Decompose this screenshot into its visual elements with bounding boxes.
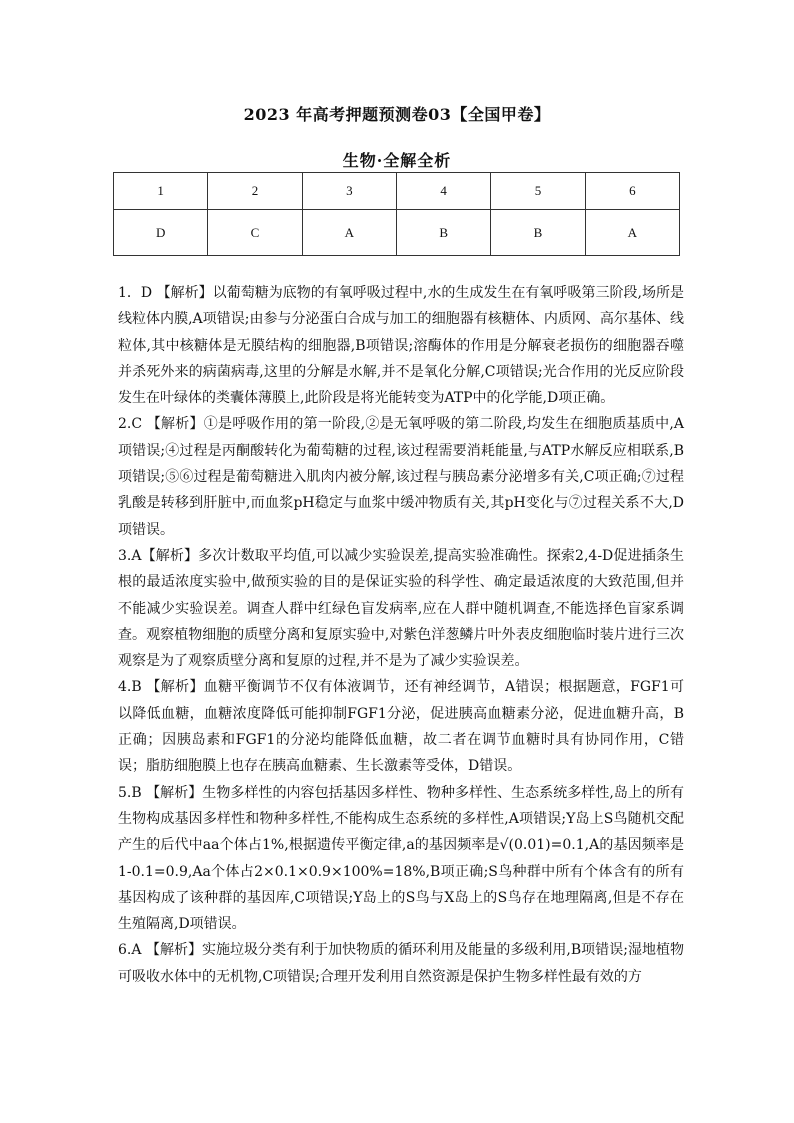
question-number-cell: 1	[114, 173, 208, 210]
explanation-paragraph-1: 1．D 【解析】以葡萄糖为底物的有氧呼吸过程中,水的生成发生在有氧呼吸第三阶段,场所是线粒体内膜,A项错误;由参与分泌蛋白合成与加工的细胞器有核糖体、内质网、高尔基体、线粒体,其中核糖体是无膜结构的细胞器,B项错误;溶酶体的作用是分解衰老损伤的细胞器吞噬并杀死外来的病菌病毒,这里的分解是水解,并不是氧化分解,C项错误;光合作用的光反应阶段发生在叶绿体的类囊体薄膜上,此阶段是将光能转变为ATP中的化学能,D项正确。	[118, 285, 684, 407]
answer-table-number-row	[114, 173, 680, 210]
question-number-cell: 2	[208, 173, 302, 210]
answer-table-answer-row	[114, 210, 680, 256]
explanation-paragraph-4: 4.B 【解析】血糖平衡调节不仅有体液调节，还有神经调节，A错误；根据题意，FGF1可以降低血糖，血糖浓度降低可能抑制FGF1分泌，促进胰高血糖素分泌，促进血糖升高，B正确；因胰岛素和FGF1的分泌均能降低血糖，故二者在调节血糖时具有协同作用，C错误；脂肪细胞膜上也存在胰高血糖素、生长激素等受体，D错误。	[118, 679, 684, 775]
question-number-cell: 6	[585, 173, 679, 210]
explanation-paragraph-5: 5.B 【解析】生物多样性的内容包括基因多样性、物种多样性、生态系统多样性,岛上的所有生物构成基因多样性和物种多样性,不能构成生态系统的多样性,A项错误;Y岛上S鸟随机交配产生的后代中aa个体占1%,根据遗传平衡定律,a的基因频率是√(0.01)=0.1,A的基因频率是1-0.1=0.9,Aa个体占2×0.1×0.9×100%=18%,B项正确;S鸟种群中所有个体含有的所有基因构成了该种群的基因库,C项错误;Y岛上的S鸟与X岛上的S鸟存在地理隔离,但是不存在生殖隔离,D项错误。	[118, 784, 684, 933]
answer-cell: B	[396, 210, 490, 256]
explanation-paragraph-2: 2.C 【解析】①是呼吸作用的第一阶段,②是无氧呼吸的第二阶段,均发生在细胞质基质中,A项错误;④过程是丙酮酸转化为葡萄糖的过程,该过程需要消耗能量,与ATP水解反应相联系,B项错误;⑤⑥过程是葡萄糖进入肌肉内被分解,该过程与胰岛素分泌增多有关,C项正确;⑦过程乳酸是转移到肝脏中,而血浆pH稳定与血浆中缓冲物质有关,其pH变化与⑦过程关系不大,D项错误。	[118, 416, 684, 538]
answer-cell: B	[491, 210, 585, 256]
document-title: 2023 年高考押题预测卷03【全国甲卷】	[243, 105, 551, 124]
question-number-cell: 5	[491, 173, 585, 210]
question-number-cell: 4	[396, 173, 490, 210]
explanation-paragraph-3: 3.A【解析】多次计数取平均值,可以减少实验误差,提高实验准确性。探索2,4-D促进插条生根的最适浓度实验中,做预实验的目的是保证实验的科学性、确定最适浓度的大致范围,但并不能减少实验误差。调查人群中红绿色盲发病率,应在人群中随机调查,不能选择色盲家系调查。观察植物细胞的质壁分离和复原实验中,对紫色洋葱鳞片叶外表皮细胞临时装片进行三次观察是为了观察质壁分离和复原的过程,并不是为了减少实验误差。	[118, 547, 684, 670]
answer-cell: D	[114, 210, 208, 256]
explanation-paragraph-6: 6.A 【解析】实施垃圾分类有利于加快物质的循环利用及能量的多级利用,B项错误;湿地植物可吸收水体中的无机物,C项错误;合理开发利用自然资源是保护生物多样性最有效的方	[118, 942, 684, 985]
explanations-body	[118, 280, 684, 990]
answer-cell: C	[208, 210, 302, 256]
document-subtitle: 生物·全解全析	[342, 151, 452, 170]
answer-cell: A	[585, 210, 679, 256]
answer-table	[113, 172, 680, 256]
question-number-cell: 3	[302, 173, 396, 210]
answer-cell: A	[302, 210, 396, 256]
